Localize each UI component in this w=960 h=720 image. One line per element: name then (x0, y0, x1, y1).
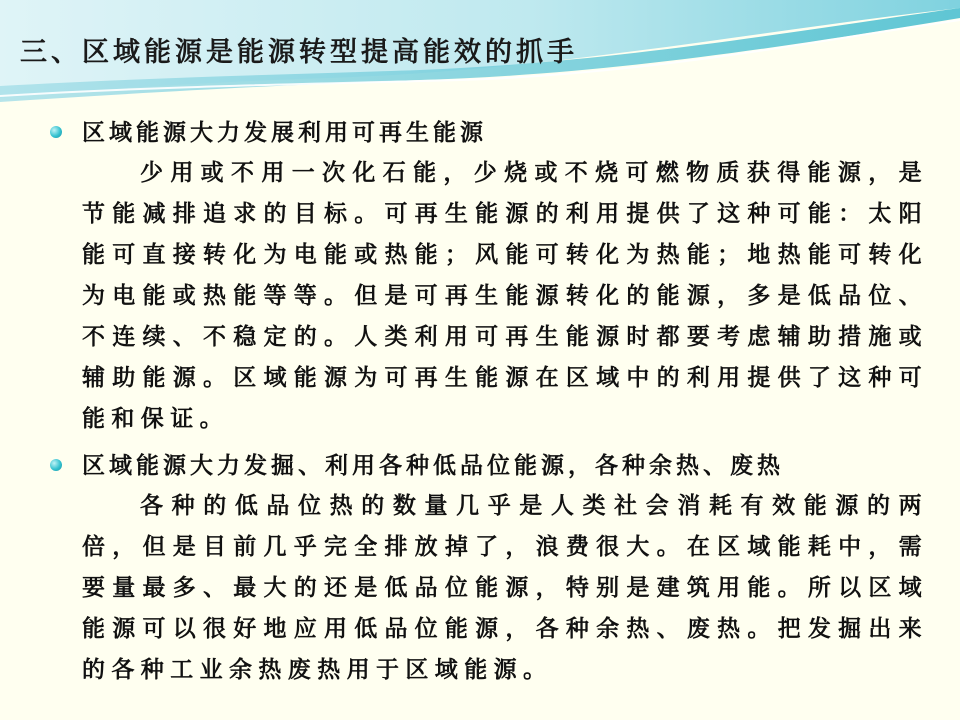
bullet-section-low-grade (48, 447, 928, 690)
bullet-body-low-grade: 各种的低品位热的数量几乎是人类社会消耗有效能源的两倍，但是目前几乎完全排放掉了，浪费很大。在区域能耗中，需要量最多、最大的还是低品位能源，特别是建筑用能。所以区域能源可以很好地应用低品位能源，各种余热、废热。把发掘出来的各种工业余热废热用于区域能源。 (82, 492, 928, 683)
slide-title: 三、区域能源是能源转型提高能效的抓手 (20, 37, 578, 68)
bullet-body-renewable: 少用或不用一次化石能，少烧或不烧可燃物质获得能源，是节能减排追求的目标。可再生能源的利用提供了这种可能：太阳能可直接转化为电能或热能；风能可转化为热能；地热能可转化为电能或热能等等。但是可再生能源转化的能源，多是低品位、不连续、不稳定的。人类利用可再生能源时都要考虑辅助措施或辅助能源。区域能源为可再生能源在区域中的利用提供了这种可能和保证。 (82, 159, 928, 432)
bullet-heading-low-grade (48, 447, 928, 485)
bullet-dot-icon (50, 459, 62, 471)
bullet-heading-text: 区域能源大力发展利用可再生能源 (82, 119, 487, 146)
bullet-dot-icon (50, 126, 62, 138)
bullet-section-renewable (48, 114, 928, 439)
bullet-heading-text: 区域能源大力发掘、利用各种低品位能源，各种余热、废热 (82, 452, 784, 479)
slide-content (48, 114, 928, 698)
bullet-heading-renewable (48, 114, 928, 152)
